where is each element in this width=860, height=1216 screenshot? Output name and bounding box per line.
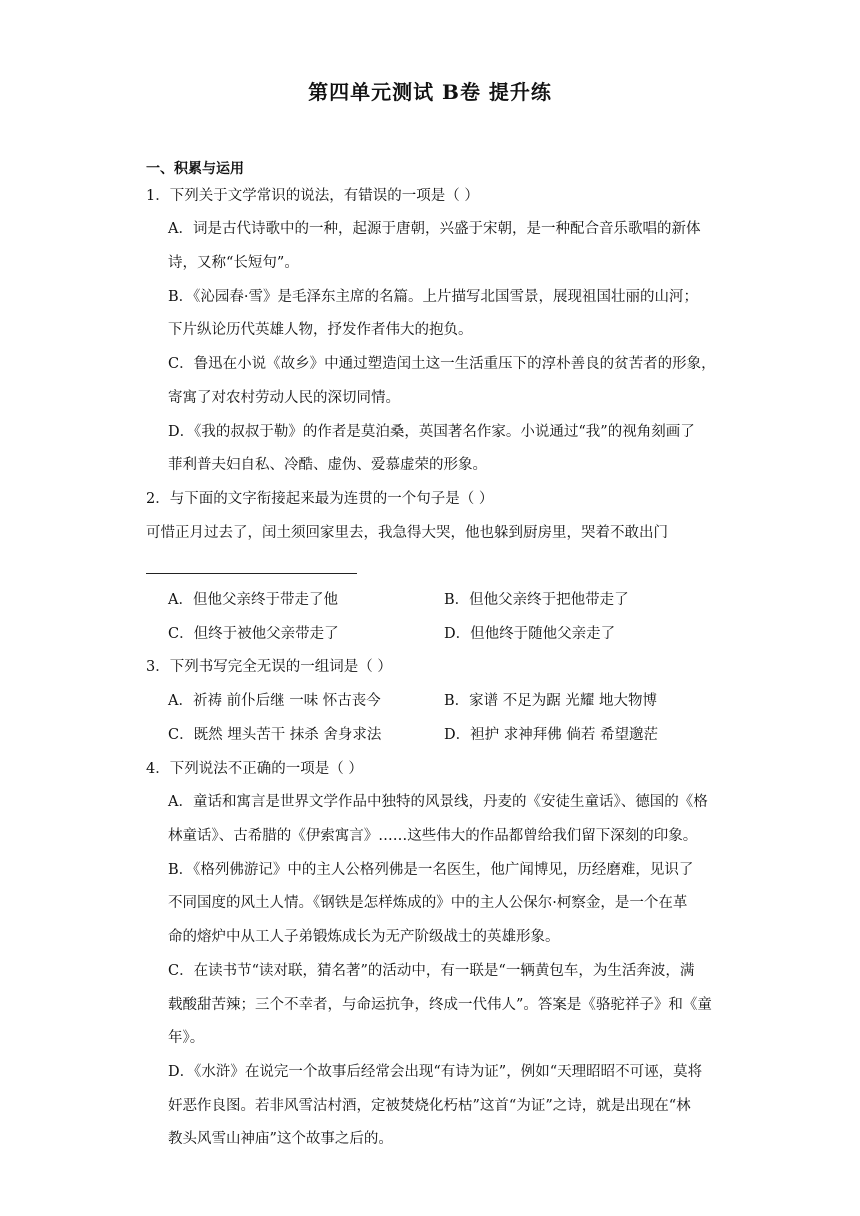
- question-3-option-a: A．祈祷 前仆后继 一味 怀古丧今: [168, 693, 381, 709]
- section-heading: 一、积累与运用: [146, 161, 244, 177]
- question-4-option-a-cont: 林童话》、古希腊的《伊索寓言》……这些伟大的作品都曾给我们留下深刻的印象。: [168, 828, 698, 844]
- question-4-option-d-cont2: 教头风雪山神庙”这个故事之后的。: [168, 1131, 393, 1147]
- question-2-option-c: C．但终于被他父亲带走了: [168, 626, 339, 642]
- question-1-option-b: B．《沁园春·雪》是毛泽东主席的名篇。上片描写北国雪景，展现祖国壮丽的山河；: [168, 289, 699, 305]
- question-3-option-b: B．家谱 不足为踞 光耀 地大物博: [444, 693, 657, 709]
- question-4-option-b-cont: 不同国度的风土人情。《钢铁是怎样炼成的》中的主人公保尔·柯察金，是一个在革: [168, 895, 688, 911]
- question-1-option-a-cont: 诗，又称“长短句”。: [168, 255, 299, 271]
- question-4-option-c-cont: 载酸甜苦辣；三个不幸者，与命运抗争，终成一代伟人”。答案是《骆驼祥子》和《童: [168, 997, 712, 1013]
- question-2-passage: 可惜正月过去了，闰土须回家里去，我急得大哭，他也躲到厨房里，哭着不敢出门: [146, 525, 668, 541]
- question-1-option-a: A．词是古代诗歌中的一种，起源于唐朝，兴盛于宋朝，是一种配合音乐歌唱的新体: [168, 221, 701, 237]
- question-1-option-d: D．《我的叔叔于勒》的作者是莫泊桑，英国著名作家。小说通过“我”的视角刻画了: [168, 424, 695, 440]
- question-3-option-c: C．既然 埋头苦干 抹杀 舍身求法: [168, 727, 382, 743]
- question-4-stem: 4．下列说法不正确的一项是（ ）: [146, 761, 363, 777]
- question-1-option-b-cont: 下片纵论历代英雄人物，抒发作者伟大的抱负。: [168, 322, 473, 338]
- question-4-option-a: A．童话和寓言是世界文学作品中独特的风景线，丹麦的《安徒生童话》、德国的《格: [168, 794, 708, 810]
- question-4-option-d: D．《水浒》在说完一个故事后经常会出现“有诗为证”，例如“天理昭昭不可诬，莫将: [168, 1064, 703, 1080]
- question-4-option-b: B．《格列佛游记》中的主人公格列佛是一名医生，他广闻博见，历经磨难，见识了: [168, 862, 694, 878]
- question-1-option-c-cont: 寄寓了对农村劳动人民的深切同情。: [168, 390, 400, 406]
- page-title: 第四单元测试 B卷 提升练: [308, 80, 552, 104]
- question-4-option-c-cont2: 年》。: [168, 1030, 205, 1046]
- question-2-option-a: A．但他父亲终于带走了他: [168, 592, 338, 608]
- question-4-option-d-cont: 奸恶作良图。若非风雪沽村酒，定被焚烧化朽枯”这首“为证”之诗，就是出现在“林: [168, 1098, 691, 1114]
- question-2-stem: 2．与下面的文字衔接起来最为连贯的一个句子是（ ）: [146, 491, 494, 507]
- question-4-option-c: C．在读书节“读对联，猜名著”的活动中，有一联是“一辆黄包车，为生活奔波，满: [168, 963, 695, 979]
- question-3-stem: 3．下列书写完全无误的一组词是（ ）: [146, 659, 392, 675]
- question-1-option-c: C．鲁迅在小说《故乡》中通过塑造闰土这一生活重压下的淳朴善良的贫苦者的形象，: [168, 356, 716, 372]
- question-2-option-b: B．但他父亲终于把他带走了: [444, 592, 629, 608]
- question-4-option-b-cont2: 命的熔炉中从工人子弟锻炼成长为无产阶级战士的英雄形象。: [168, 929, 560, 945]
- question-1-option-d-cont: 菲利普夫妇自私、冷酷、虚伪、爱慕虚荣的形象。: [168, 457, 487, 473]
- answer-blank-line: [146, 573, 357, 574]
- question-1-stem: 1．下列关于文学常识的说法，有错误的一项是（ ）: [146, 188, 479, 204]
- question-3-option-d: D．袒护 求神拜佛 倘若 希望邈茫: [444, 727, 658, 743]
- question-2-option-d: D．但他终于随他父亲走了: [444, 626, 616, 642]
